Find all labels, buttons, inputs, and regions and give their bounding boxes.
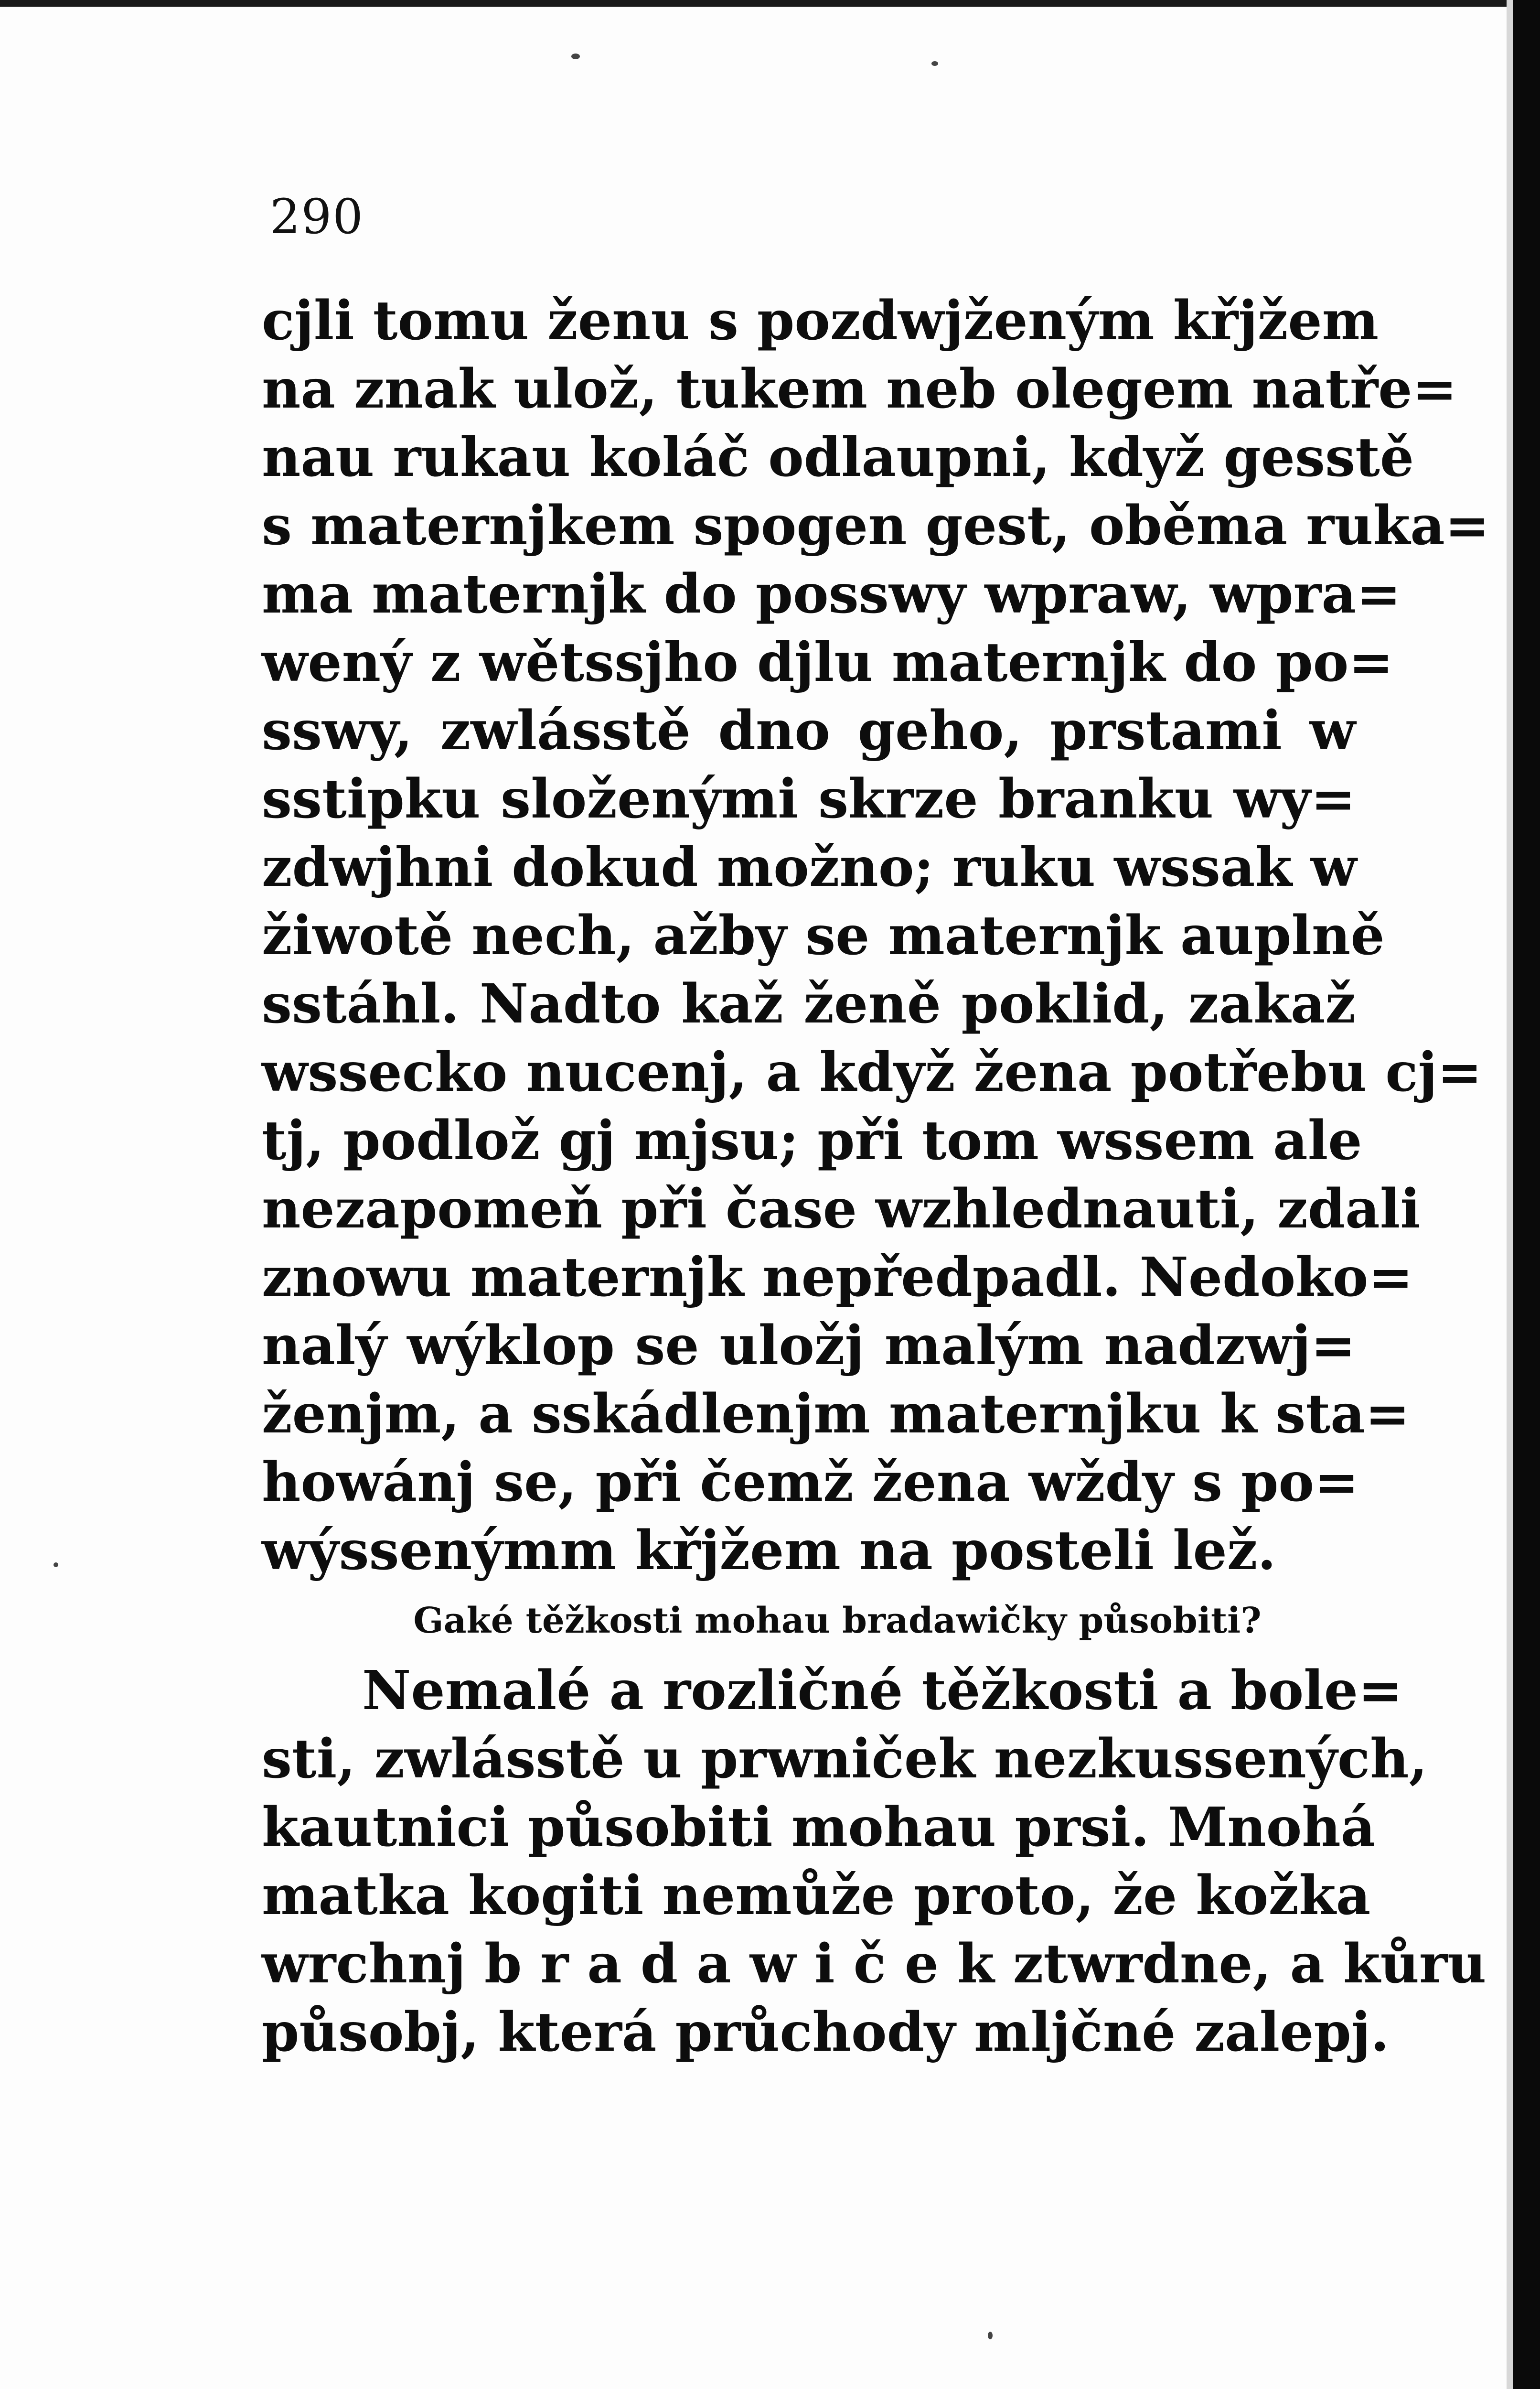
text-line: působj, která průchody mljčné zalepj. <box>262 2001 1390 2064</box>
scan-top-edge <box>0 0 1540 7</box>
text-line: wrchnj b r a d a w i č e k ztwrdne, a kůru <box>262 1933 1487 1995</box>
text-line: cjli tomu ženu s pozdwjženým křjžem <box>262 290 1379 352</box>
ink-speck <box>571 54 580 59</box>
text-line: žiwotě nech, ažby se maternjk auplně <box>262 904 1385 967</box>
text-line: wssecko nucenj, a když žena potřebu cj= <box>262 1041 1482 1104</box>
page-number: 290 <box>270 189 364 245</box>
text-line: znowu maternjk nepředpadl. Nedoko= <box>262 1246 1413 1309</box>
text-line: ma maternjk do posswy wpraw, wpra= <box>262 563 1401 625</box>
text-line: s maternjkem spogen gest, oběma ruka= <box>262 495 1490 557</box>
question-heading: Gaké těžkosti mohau bradawičky působiti? <box>413 1600 1262 1641</box>
text-line: sstipku složenými skrze branku wy= <box>262 768 1356 830</box>
text-line: na znak ulož, tukem neb olegem natře= <box>262 358 1457 420</box>
ink-speck <box>53 1562 58 1567</box>
scan-right-border <box>1513 0 1540 2389</box>
text-line: ženjm, a sskádlenjm maternjku k sta= <box>262 1383 1410 1445</box>
text-line: zdwjhni dokud možno; ruku wssak w <box>262 836 1357 899</box>
body-text <box>262 287 1490 2066</box>
page-edge-shadow <box>1507 0 1513 2389</box>
text-line: matka kogiti nemůže proto, že kožka <box>262 1864 1371 1927</box>
text-line: kautnici působiti mohau prsi. Mnohá <box>262 1796 1376 1859</box>
text-line: nezapomeň při čase wzhlednauti, zdali <box>262 1178 1421 1240</box>
text-line: nau rukau koláč odlaupni, když gesstě <box>262 426 1414 489</box>
answer-paragraph <box>262 1657 1487 2066</box>
text-line: sstáhl. Nadto kaž ženě poklid, zakaž <box>262 973 1356 1035</box>
text-line: tj, podlož gj mjsu; při tom wssem ale <box>262 1109 1362 1172</box>
text-line: sswy, zwlásstě dno geho, prstami w <box>262 699 1356 762</box>
text-line: nalý wýklop se uložj malým nadzwj= <box>262 1314 1356 1377</box>
text-line: sti, zwlásstě u prwniček nezkussených, <box>262 1728 1428 1790</box>
ink-speck <box>988 2332 993 2339</box>
ink-speck <box>931 61 938 66</box>
text-line: howánj se, při čemž žena wždy s po= <box>262 1451 1359 1514</box>
text-line: wýssenýmm křjžem na posteli lež. <box>262 1519 1276 1582</box>
text-line: Nemalé a rozličné těžkosti a bole= <box>362 1659 1403 1722</box>
text-line: wený z wětssjho djlu maternjk do po= <box>262 631 1394 694</box>
